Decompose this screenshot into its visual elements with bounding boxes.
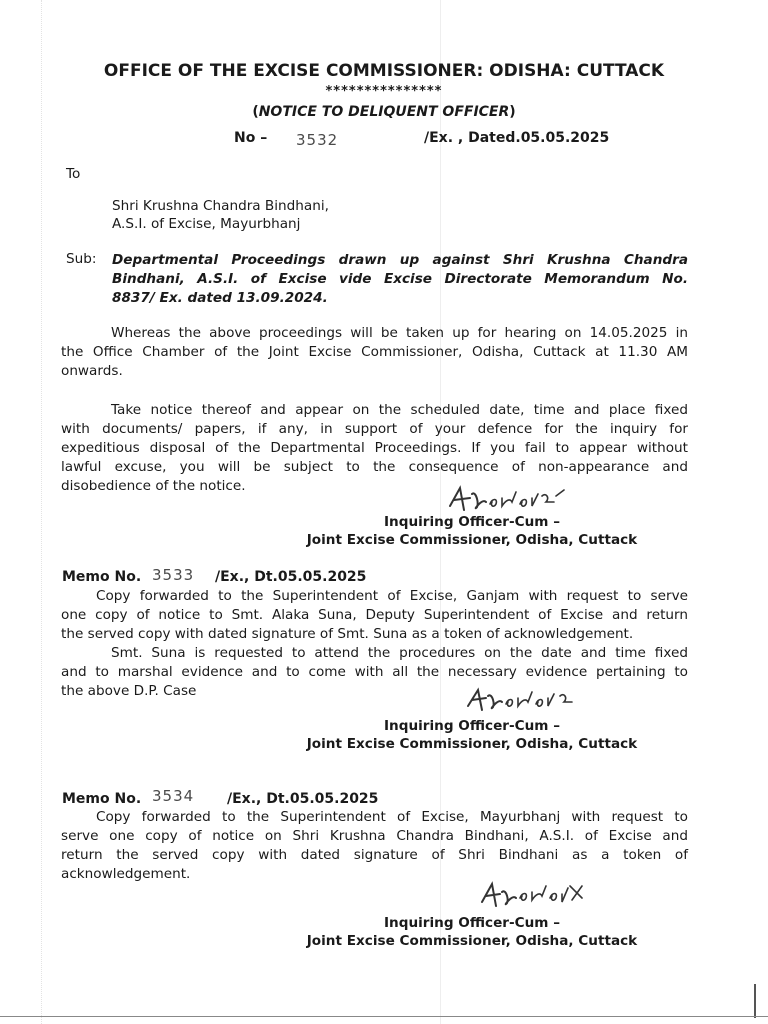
signature-2-title-1: Inquiring Officer-Cum – [384, 718, 560, 734]
notice-number-label: No – [234, 130, 268, 146]
memo-1-text: Copy forwarded to the Superintendent of Excise, Ganjam with request to serve one copy of notice to Smt. Alaka Suna, Deputy Superintendent of Excise and return the served copy with dated signature of Smt. Suna as a token of acknowledgement. Smt. Suna is requested to attend the procedures on the date and time fixed and to marshal evidence and to come with all the necessary evidence pertaining to the above D.P. Case [61, 588, 688, 699]
memo-2-label: Memo No. [62, 791, 142, 807]
heading-stars: *************** [325, 84, 443, 99]
office-heading: OFFICE OF THE EXCISE COMMISSIONER: ODISHA: CUTTACK [103, 61, 665, 81]
subject-label: Sub: [66, 251, 97, 267]
addressee-designation: A.S.I. of Excise, Mayurbhanj [112, 216, 301, 232]
signature-1-icon [446, 484, 576, 516]
addressee-name: Shri Krushna Chandra Bindhani, [112, 198, 329, 214]
notice-number-handwritten: 3532 [296, 131, 339, 149]
signature-3-icon [478, 878, 588, 912]
notice-type: (NOTICE TO DELIQUENT OFFICER) [252, 104, 516, 120]
memo-2-number-handwritten: 3534 [152, 787, 195, 805]
signature-1-title-2: Joint Excise Commissioner, Odisha, Cuttack [306, 532, 638, 548]
memo-2-text: Copy forwarded to the Superintendent of Excise, Mayurbhanj with request to serve one copy of notice on Shri Krushna Chandra Bindhani, A.S.I. of Excise and return the served copy with dated signature of Shri Bindhani as a token of acknowledgement. [61, 809, 688, 882]
signature-2-title-2: Joint Excise Commissioner, Odisha, Cuttack [306, 736, 638, 752]
memo-1-number-handwritten: 3533 [152, 566, 195, 584]
signature-3-title-1: Inquiring Officer-Cum – [384, 915, 560, 931]
notice-date: /Ex. , Dated.05.05.2025 [424, 130, 610, 146]
subject-text: Departmental Proceedings drawn up against Shri Krushna Chandra Bindhani, A.S.I. of Excise vide Excise Directorate Memorandum No. 8837/ Ex. dated 13.09.2024. [112, 252, 688, 306]
memo-1-date: /Ex., Dt.05.05.2025 [215, 569, 367, 585]
signature-1-title-1: Inquiring Officer-Cum – [384, 514, 560, 530]
signature-3-title-2: Joint Excise Commissioner, Odisha, Cuttack [306, 933, 638, 949]
memo-1-label: Memo No. [62, 569, 142, 585]
signature-2-icon [464, 686, 584, 716]
scan-margin-dots [41, 0, 42, 1024]
paragraph-hearing: Whereas the above proceedings will be taken up for hearing on 14.05.2025 in the Office Chamber of the Joint Excise Commissioner, Odisha, Cuttack at 11.30 AM onwards. [61, 325, 688, 379]
scan-bottom-edge [0, 1016, 768, 1017]
memo-2-date: /Ex., Dt.05.05.2025 [227, 791, 379, 807]
paragraph-take-notice: Take notice thereof and appear on the scheduled date, time and place fixed with documents/ papers, if any, in support of your defence for the inquiry for expeditious disposal of the Departmental Proceedings. If you fail to appear without lawful excuse, you will be subject to the consequence of non-appearance and disobedience of the notice. [61, 402, 688, 494]
scan-edge-mark [754, 984, 756, 1018]
to-label: To [66, 166, 81, 182]
